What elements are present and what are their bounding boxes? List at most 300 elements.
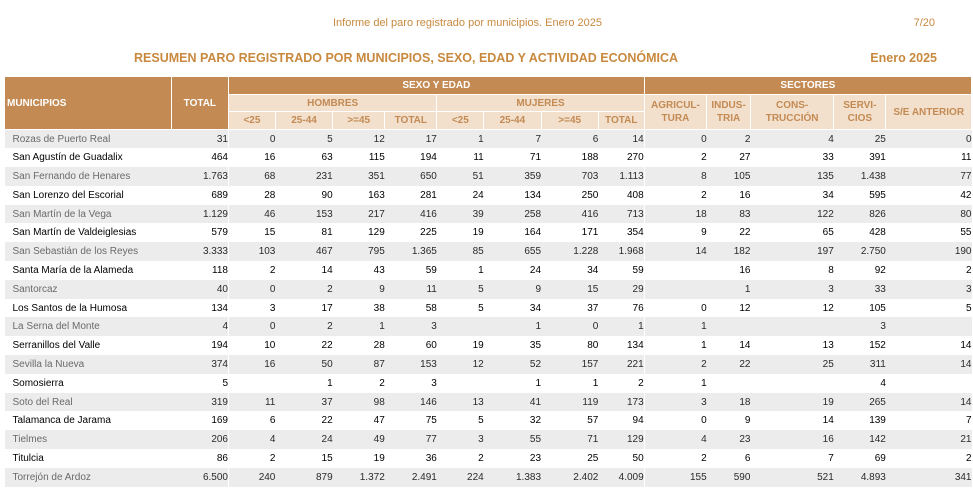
cell-m2: 258 — [484, 205, 541, 224]
cell-ind — [707, 374, 751, 393]
cell-h2: 231 — [275, 167, 332, 186]
group-header-hombres: HOMBRES — [229, 95, 437, 112]
cell-con — [750, 374, 833, 393]
cell-se: 77 — [886, 167, 972, 186]
cell-total: 5 — [222, 377, 228, 389]
cell-ser: 4 — [880, 377, 886, 389]
cell-h2: 22 — [321, 340, 333, 352]
cell-ser: 69 — [874, 452, 886, 464]
cell-con: 25 — [750, 355, 833, 374]
cell-total: 1.129 — [171, 205, 228, 224]
cell-ser: 33 — [834, 280, 886, 299]
cell-h2: 2 — [275, 280, 332, 299]
cell-h1: 0 — [229, 130, 276, 149]
cell-ind: 12 — [739, 302, 751, 314]
cell-m1 — [437, 317, 484, 336]
cell-m3: 171 — [581, 227, 599, 239]
cell-se: 21 — [886, 430, 972, 449]
cell-se: 11 — [961, 152, 972, 164]
municipio-name: Serranillos del Valle — [12, 340, 101, 352]
cell-mt: 270 — [626, 152, 644, 164]
cell-mt: 59 — [632, 264, 644, 276]
cell-h3: 129 — [368, 227, 385, 239]
col-header-industria: INDUS-TRIA — [707, 95, 751, 130]
cell-ser: 311 — [834, 355, 886, 374]
cell-se: 80 — [886, 205, 972, 224]
cell-m3: 71 — [541, 430, 598, 449]
cell-h1: 2 — [229, 449, 276, 468]
cell-h3: 38 — [373, 302, 385, 314]
cell-total: 86 — [216, 452, 228, 464]
cell-se: 190 — [886, 242, 972, 261]
cell-total: 1.763 — [171, 167, 228, 186]
cell-se: 0 — [886, 130, 972, 149]
cell-m3: 2.402 — [541, 468, 598, 487]
cell-con: 13 — [822, 340, 834, 352]
cell-m3: 157 — [541, 355, 598, 374]
cell-mt: 76 — [632, 302, 644, 314]
cell-m1: 11 — [473, 152, 484, 164]
cell-m1: 224 — [437, 468, 484, 487]
municipio-name: Sevilla la Nueva — [5, 355, 172, 374]
col-header-construccion: CONS-TRUCCIÓN — [750, 95, 833, 130]
cell-h3: 1.372 — [333, 468, 385, 487]
cell-m2: 134 — [524, 189, 542, 201]
cell-ht: 59 — [425, 264, 437, 276]
cell-mt: 134 — [626, 340, 644, 352]
col-header-m-total: TOTAL — [598, 112, 644, 130]
cell-con: 7 — [828, 452, 834, 464]
cell-m3: 6 — [541, 130, 598, 149]
group-header-sexo-edad: SEXO Y EDAD — [229, 77, 645, 95]
cell-h2: 879 — [275, 468, 332, 487]
cell-h2: 37 — [275, 393, 332, 412]
cell-mt: 221 — [598, 355, 644, 374]
cell-con: 3 — [750, 280, 833, 299]
col-header-m-ge45: >=45 — [541, 112, 598, 130]
cell-agr: 18 — [644, 205, 707, 224]
cell-mt: 29 — [598, 280, 644, 299]
cell-ht: 17 — [385, 130, 437, 149]
cell-agr: 3 — [644, 393, 707, 412]
cell-mt: 408 — [626, 189, 644, 201]
municipio-name: Somosierra — [12, 377, 64, 389]
cell-m1: 5 — [478, 302, 484, 314]
col-header-h-ge45: >=45 — [333, 112, 385, 130]
cell-m2: 41 — [484, 393, 541, 412]
cell-m2: 655 — [484, 242, 541, 261]
cell-ser: 826 — [834, 205, 886, 224]
cell-total: 319 — [171, 393, 228, 412]
cell-mt: 50 — [632, 452, 644, 464]
cell-total: 40 — [171, 280, 228, 299]
municipio-name: Los Santos de la Humosa — [12, 302, 128, 314]
cell-agr — [644, 261, 707, 280]
cell-h1: 103 — [229, 242, 276, 261]
cell-h1: 11 — [229, 393, 276, 412]
cell-ind: 22 — [707, 355, 751, 374]
cell-h3: 47 — [373, 415, 385, 427]
cell-h1: 0 — [229, 317, 276, 336]
table-body — [5, 130, 972, 487]
cell-h3: 28 — [373, 340, 385, 352]
cell-mt: 354 — [626, 227, 644, 239]
municipio-name: Torrejón de Ardoz — [5, 468, 172, 487]
cell-ind: 27 — [739, 152, 751, 164]
cell-ht: 194 — [420, 152, 437, 164]
cell-h2: 17 — [321, 302, 333, 314]
municipio-name: San Agustín de Guadalix — [12, 152, 123, 164]
table-row — [5, 393, 972, 412]
table-row — [5, 130, 972, 149]
cell-ind: 18 — [707, 393, 751, 412]
cell-con: 197 — [750, 242, 833, 261]
cell-con: 8 — [828, 264, 834, 276]
municipio-name: La Serna del Monte — [5, 317, 172, 336]
cell-agr: 1 — [644, 336, 707, 355]
cell-con: 33 — [822, 152, 834, 164]
cell-se: 14 — [886, 393, 972, 412]
cell-se: 341 — [886, 468, 972, 487]
cell-agr: 155 — [644, 468, 707, 487]
cell-h2: 14 — [321, 264, 333, 276]
col-header-se-anterior: S/E ANTERIOR — [886, 95, 972, 130]
table-row — [5, 261, 972, 280]
cell-agr: 0 — [644, 411, 707, 430]
municipio-name: San Lorenzo del Escorial — [12, 189, 124, 201]
table-row — [5, 468, 972, 487]
cell-se: 14 — [886, 355, 972, 374]
col-header-h-lt25: <25 — [229, 112, 276, 130]
cell-h1: 240 — [229, 468, 276, 487]
cell-h3: 163 — [368, 189, 385, 201]
municipio-name: San Martín de la Vega — [5, 205, 172, 224]
cell-ind: 16 — [739, 264, 751, 276]
cell-agr: 2 — [644, 355, 707, 374]
cell-total: 194 — [211, 340, 228, 352]
cell-m3: 57 — [587, 415, 599, 427]
cell-ser: 391 — [869, 152, 886, 164]
cell-h2: 22 — [321, 415, 333, 427]
cell-h2: 81 — [321, 227, 333, 239]
cell-m3: 250 — [581, 189, 599, 201]
cell-ht: 77 — [385, 430, 437, 449]
table-row — [5, 336, 972, 355]
cell-h3: 98 — [333, 393, 385, 412]
cell-ser: 152 — [869, 340, 886, 352]
cell-h3: 43 — [373, 264, 385, 276]
cell-h3: 1 — [333, 317, 385, 336]
cell-h3: 49 — [333, 430, 385, 449]
cell-se: 55 — [960, 227, 972, 239]
cell-agr: 2 — [644, 148, 707, 167]
cell-total: 31 — [171, 130, 228, 149]
cell-se: 14 — [960, 340, 972, 352]
municipio-name: San Martín de Valdeiglesias — [12, 227, 137, 239]
cell-ind: 16 — [739, 189, 751, 201]
cell-con: 4 — [750, 130, 833, 149]
cell-h1 — [229, 374, 276, 393]
cell-ht: 416 — [385, 205, 437, 224]
cell-ser: 92 — [874, 264, 886, 276]
cell-mt: 713 — [598, 205, 644, 224]
table-row — [5, 186, 972, 205]
cell-con — [750, 317, 833, 336]
cell-m3: 1.228 — [541, 242, 598, 261]
cell-h2: 63 — [321, 152, 333, 164]
cell-h1: 4 — [229, 430, 276, 449]
cell-m3: 37 — [587, 302, 599, 314]
cell-agr: 1 — [644, 374, 707, 393]
cell-m1 — [437, 374, 484, 393]
cell-ser: 142 — [834, 430, 886, 449]
cell-m2: 71 — [529, 152, 542, 164]
cell-m3: 703 — [541, 167, 598, 186]
cell-total: 169 — [211, 415, 228, 427]
cell-m2: 35 — [529, 340, 542, 352]
municipio-name: San Sebastián de los Reyes — [5, 242, 172, 261]
cell-m1: 5 — [478, 415, 484, 427]
cell-agr: 14 — [644, 242, 707, 261]
cell-ht: 3 — [385, 317, 437, 336]
cell-ind: 1 — [707, 280, 751, 299]
cell-ser: 595 — [869, 189, 886, 201]
cell-m2: 52 — [484, 355, 541, 374]
cell-h2: 90 — [321, 189, 333, 201]
cell-h1: 6 — [229, 411, 276, 430]
cell-ser: 25 — [834, 130, 886, 149]
table-row — [5, 148, 972, 167]
cell-se: 2 — [965, 452, 972, 464]
group-header-sectores: SECTORES — [644, 77, 971, 95]
cell-m1: 2 — [478, 452, 484, 464]
table-row — [5, 242, 972, 261]
cell-m2: 359 — [484, 167, 541, 186]
cell-m3: 0 — [541, 317, 598, 336]
cell-m2: 34 — [529, 302, 542, 314]
cell-m2: 9 — [484, 280, 541, 299]
cell-h1: 68 — [229, 167, 276, 186]
municipio-name: Rozas de Puerto Real — [5, 130, 172, 149]
cell-ht: 58 — [425, 302, 437, 314]
col-header-total: TOTAL — [171, 77, 228, 130]
table-row — [5, 449, 972, 468]
cell-con: 65 — [822, 227, 834, 239]
cell-agr — [644, 280, 707, 299]
cell-h2: 15 — [321, 452, 333, 464]
cell-m3: 1 — [592, 377, 599, 389]
cell-h1: 0 — [229, 280, 276, 299]
cell-h1: 2 — [229, 261, 276, 280]
table-row — [5, 430, 972, 449]
table-row — [5, 355, 972, 374]
cell-ser: 1.438 — [834, 167, 886, 186]
cell-ht: 36 — [425, 452, 437, 464]
col-header-servicios: SERVI-CIOS — [834, 95, 886, 130]
cell-ind: 14 — [739, 340, 751, 352]
cell-h2: 2 — [275, 317, 332, 336]
cell-agr: 0 — [644, 130, 707, 149]
col-header-agricultura: AGRICUL-TURA — [644, 95, 707, 130]
cell-agr: 1 — [644, 317, 707, 336]
cell-con: 19 — [750, 393, 833, 412]
cell-m2: 32 — [529, 415, 542, 427]
cell-se — [886, 374, 972, 393]
cell-con: 135 — [750, 167, 833, 186]
cell-h3: 87 — [333, 355, 385, 374]
cell-con: 16 — [750, 430, 833, 449]
cell-agr: 8 — [644, 167, 707, 186]
col-header-h-25-44: 25-44 — [275, 112, 332, 130]
table-row — [5, 317, 972, 336]
cell-ht: 650 — [385, 167, 437, 186]
cell-m3: 416 — [541, 205, 598, 224]
cell-total: 118 — [212, 264, 228, 276]
cell-h2: 50 — [275, 355, 332, 374]
cell-ht: 60 — [425, 340, 437, 352]
cell-m2: 23 — [529, 452, 542, 464]
section-month: Enero 2025 — [870, 51, 937, 65]
cell-ser: 139 — [869, 415, 886, 427]
cell-ind: 9 — [744, 415, 751, 427]
report-header — [0, 14, 973, 30]
cell-m3: 25 — [587, 452, 599, 464]
cell-total: 134 — [211, 302, 228, 314]
table-row — [5, 411, 972, 430]
cell-ser: 3 — [834, 317, 886, 336]
cell-se — [886, 317, 972, 336]
municipio-name: Soto del Real — [5, 393, 172, 412]
cell-agr: 9 — [644, 223, 707, 242]
cell-m1: 3 — [437, 430, 484, 449]
municipio-name: Talamanca de Jarama — [12, 415, 111, 427]
cell-h3: 795 — [333, 242, 385, 261]
cell-h1: 15 — [229, 223, 276, 242]
col-header-municipios: MUNICIPIOS — [5, 77, 172, 130]
municipio-name: Santa María de la Alameda — [12, 264, 134, 276]
section-title-row — [0, 48, 973, 68]
unemployment-table — [4, 76, 972, 487]
cell-agr: 0 — [644, 299, 707, 318]
cell-total: 6.500 — [171, 468, 228, 487]
cell-h3: 2 — [379, 377, 385, 389]
cell-con: 14 — [822, 415, 834, 427]
report-title: Informe del paro registrado por municipios. Enero 2025 — [332, 17, 603, 29]
cell-ht: 225 — [420, 227, 437, 239]
cell-se: 2 — [965, 264, 972, 276]
cell-h1: 46 — [229, 205, 276, 224]
cell-total: 4 — [171, 317, 228, 336]
cell-mt: 4.009 — [598, 468, 644, 487]
cell-ind: 83 — [707, 205, 751, 224]
cell-h1: 28 — [229, 186, 276, 205]
cell-h2: 24 — [275, 430, 332, 449]
cell-m1: 19 — [472, 227, 484, 239]
cell-ht: 2.491 — [385, 468, 437, 487]
cell-ind — [707, 317, 751, 336]
cell-h1: 3 — [229, 299, 276, 318]
cell-ind: 2 — [707, 130, 751, 149]
cell-m1: 39 — [437, 205, 484, 224]
cell-mt: 94 — [632, 415, 644, 427]
cell-m3: 80 — [587, 340, 599, 352]
cell-ind: 22 — [739, 227, 751, 239]
cell-ser: 265 — [834, 393, 886, 412]
cell-m3: 34 — [587, 264, 599, 276]
cell-con: 12 — [822, 302, 834, 314]
cell-h3: 115 — [368, 152, 385, 164]
cell-con: 521 — [750, 468, 833, 487]
col-header-m-25-44: 25-44 — [484, 112, 541, 130]
municipio-name: Santorcaz — [5, 280, 172, 299]
cell-ht: 281 — [420, 189, 437, 201]
cell-m2: 1.383 — [484, 468, 541, 487]
table-row — [5, 299, 972, 318]
cell-h2: 5 — [275, 130, 332, 149]
cell-m1: 24 — [472, 189, 484, 201]
cell-ind: 6 — [744, 452, 751, 464]
cell-ht: 153 — [385, 355, 437, 374]
table-row — [5, 205, 972, 224]
cell-se: 7 — [965, 415, 972, 427]
cell-mt: 14 — [598, 130, 644, 149]
cell-m1: 5 — [437, 280, 484, 299]
cell-m1: 51 — [437, 167, 484, 186]
cell-total: 3.333 — [171, 242, 228, 261]
cell-total: 374 — [171, 355, 228, 374]
cell-ht: 75 — [425, 415, 437, 427]
cell-agr: 2 — [644, 449, 707, 468]
cell-ser: 2.750 — [834, 242, 886, 261]
cell-m2: 164 — [524, 227, 542, 239]
cell-ser: 105 — [869, 302, 886, 314]
cell-ind: 105 — [707, 167, 751, 186]
table-row — [5, 374, 972, 393]
cell-mt: 1 — [598, 317, 644, 336]
cell-m1: 85 — [437, 242, 484, 261]
cell-ser: 428 — [869, 227, 886, 239]
cell-con: 34 — [822, 189, 834, 201]
cell-mt: 2 — [638, 377, 644, 389]
cell-h3: 12 — [333, 130, 385, 149]
cell-ht: 1.365 — [385, 242, 437, 261]
col-header-m-lt25: <25 — [437, 112, 484, 130]
cell-h1: 16 — [229, 148, 276, 167]
page-number: 7/20 — [913, 17, 935, 29]
cell-ht: 146 — [385, 393, 437, 412]
cell-h2: 467 — [275, 242, 332, 261]
section-title: RESUMEN PARO REGISTRADO POR MUNICIPIOS, SEXO, EDAD Y ACTIVIDAD ECONÓMICA — [134, 51, 679, 65]
cell-m1: 12 — [437, 355, 484, 374]
cell-se: 3 — [886, 280, 972, 299]
cell-con: 122 — [750, 205, 833, 224]
cell-m1: 19 — [472, 340, 484, 352]
cell-ht: 3 — [431, 377, 437, 389]
cell-ind: 23 — [707, 430, 751, 449]
cell-h3: 217 — [333, 205, 385, 224]
cell-h3: 351 — [333, 167, 385, 186]
table-row — [5, 223, 972, 242]
municipio-name: San Fernando de Henares — [5, 167, 172, 186]
cell-m2: 55 — [484, 430, 541, 449]
cell-h1: 16 — [229, 355, 276, 374]
table-row — [5, 280, 972, 299]
cell-h3: 9 — [333, 280, 385, 299]
cell-total: 464 — [211, 152, 228, 164]
cell-m3: 119 — [541, 393, 598, 412]
cell-total: 206 — [171, 430, 228, 449]
cell-mt: 1.113 — [598, 167, 644, 186]
